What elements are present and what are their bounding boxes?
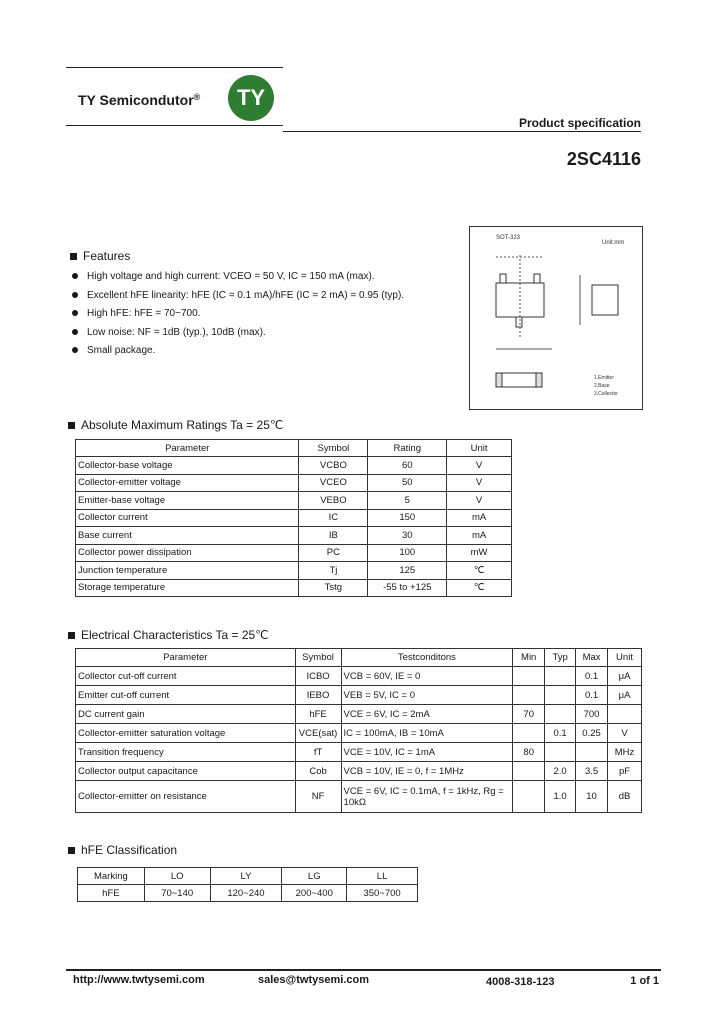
- table-row: [78, 868, 418, 885]
- cell: 120~240: [210, 885, 282, 902]
- table-row: [76, 527, 512, 545]
- hfe-class-table: [77, 867, 418, 902]
- table-row: [76, 762, 642, 781]
- elec-title: Electrical Characteristics Ta = 25℃: [81, 628, 269, 642]
- cell: IC = 100mA, IB = 10mA: [341, 724, 513, 743]
- cell: 1.0: [545, 781, 576, 813]
- cell: ℃: [447, 579, 512, 597]
- cell: Transition frequency: [76, 743, 296, 762]
- cell: Collector-base voltage: [76, 457, 299, 475]
- col-header: Symbol: [299, 440, 368, 457]
- table-row: [76, 686, 642, 705]
- cell: IEBO: [295, 686, 341, 705]
- package-outline-drawing: [470, 227, 642, 409]
- lead-2: [534, 274, 540, 283]
- table-row: [76, 457, 512, 475]
- cell: [545, 667, 576, 686]
- header-top-rule: [66, 67, 283, 68]
- feature-item: [72, 324, 404, 343]
- feature-text: High hFE: hFE = 70~700.: [87, 308, 201, 319]
- cell: 700: [576, 705, 608, 724]
- cell: 0.1: [545, 724, 576, 743]
- col-header: Rating: [368, 440, 447, 457]
- cell: VCB = 60V, IE = 0: [341, 667, 513, 686]
- col-header: Symbol: [295, 649, 341, 667]
- col-header: Unit: [447, 440, 512, 457]
- cell: PC: [299, 544, 368, 562]
- header-rule: [66, 125, 283, 126]
- cell: Junction temperature: [76, 562, 299, 580]
- email-link[interactable]: sales@twtysemi.com: [258, 974, 369, 986]
- table-header-row: [76, 649, 642, 667]
- cell: 10: [576, 781, 608, 813]
- features-list: [72, 268, 404, 361]
- cell: Cob: [295, 762, 341, 781]
- abs-max-table: [75, 439, 512, 597]
- cell: V: [608, 724, 642, 743]
- cell: 70: [513, 705, 545, 724]
- package-body-front: [496, 373, 542, 387]
- doc-type: Product specification: [518, 116, 641, 130]
- table-row: [76, 579, 512, 597]
- cell: Collector output capacitance: [76, 762, 296, 781]
- cell: Emitter cut-off current: [76, 686, 296, 705]
- pin-label-3: 3.Collector: [594, 391, 618, 397]
- cell: 200~400: [282, 885, 347, 902]
- cell: 100: [368, 544, 447, 562]
- feature-item: [72, 305, 404, 324]
- table-row: [76, 544, 512, 562]
- col-header: Unit: [608, 649, 642, 667]
- table-header-row: [76, 440, 512, 457]
- features-title: Features: [83, 249, 131, 263]
- elec-table: [75, 648, 642, 813]
- cell: [545, 705, 576, 724]
- cell: LL: [347, 868, 418, 885]
- package-body-side: [592, 285, 618, 315]
- cell: mA: [447, 509, 512, 527]
- table-row: [76, 667, 642, 686]
- pin-label-2: 2.Base: [594, 383, 610, 389]
- section-bullet-icon: [68, 422, 75, 429]
- cell: Collector-emitter on resistance: [76, 781, 296, 813]
- footer-rule: [66, 969, 661, 971]
- hfe-class-heading: [68, 843, 177, 857]
- unit-label: Unit:mm: [602, 240, 625, 246]
- cell: 60: [368, 457, 447, 475]
- lead-1: [500, 274, 506, 283]
- table-row: [76, 743, 642, 762]
- cell: NF: [295, 781, 341, 813]
- cell: [576, 743, 608, 762]
- cell: LY: [210, 868, 282, 885]
- cell: 70~140: [144, 885, 210, 902]
- package-diagram: [469, 226, 643, 410]
- cell: IC: [299, 509, 368, 527]
- table-row: [76, 474, 512, 492]
- cell: Emitter-base voltage: [76, 492, 299, 510]
- cell: mW: [447, 544, 512, 562]
- feature-text: Excellent hFE linearity: hFE (IC = 0.1 mA)/hFE (IC = 2 mA) = 0.95 (typ).: [87, 289, 405, 301]
- cell: dB: [608, 781, 642, 813]
- col-header: Testconditons: [341, 649, 513, 667]
- cell: VCE = 6V, IC = 2mA: [341, 705, 513, 724]
- cell: -55 to +125: [368, 579, 447, 597]
- cell: Collector current: [76, 509, 299, 527]
- website-link[interactable]: http://www.twtysemi.com: [73, 974, 205, 986]
- cell: [513, 762, 545, 781]
- bullet-icon: [72, 310, 78, 316]
- cell: 0.25: [576, 724, 608, 743]
- abs-max-heading: [68, 418, 283, 432]
- cell: IB: [299, 527, 368, 545]
- doc-type-rule: [283, 131, 641, 132]
- cell: V: [447, 457, 512, 475]
- lead-3: [516, 317, 522, 327]
- cell: ICBO: [295, 667, 341, 686]
- hfe-class-title: hFE Classification: [81, 843, 178, 857]
- cell: VEBO: [299, 492, 368, 510]
- cell: 2.0: [545, 762, 576, 781]
- cell: VCB = 10V, IE = 0, f = 1MHz: [341, 762, 513, 781]
- cell: hFE: [295, 705, 341, 724]
- table-row: [76, 781, 642, 813]
- package-name: SOT-323: [496, 235, 521, 241]
- feature-text: Small package.: [87, 345, 156, 356]
- bullet-icon: [72, 273, 78, 279]
- cell: 350~700: [347, 885, 418, 902]
- cell: fT: [295, 743, 341, 762]
- cell: Storage temperature: [76, 579, 299, 597]
- cell: μA: [608, 667, 642, 686]
- cell: [513, 781, 545, 813]
- cell: Collector-emitter saturation voltage: [76, 724, 296, 743]
- cell: [608, 705, 642, 724]
- cell: pF: [608, 762, 642, 781]
- cell: 30: [368, 527, 447, 545]
- cell: DC current gain: [76, 705, 296, 724]
- logo-text: TY: [236, 85, 266, 110]
- abs-max-title: Absolute Maximum Ratings Ta = 25℃: [81, 418, 284, 432]
- cell: Tj: [299, 562, 368, 580]
- cell: ℃: [447, 562, 512, 580]
- cell: 5: [368, 492, 447, 510]
- section-bullet-icon: [68, 632, 75, 639]
- feature-item: [72, 268, 404, 287]
- cell: mA: [447, 527, 512, 545]
- cell: 0.1: [576, 667, 608, 686]
- cell: [513, 667, 545, 686]
- cell: LO: [144, 868, 210, 885]
- cell: 0.1: [576, 686, 608, 705]
- cell: V: [447, 474, 512, 492]
- cell: Collector power dissipation: [76, 544, 299, 562]
- bullet-icon: [72, 347, 78, 353]
- part-number: 2SC4116: [566, 149, 641, 169]
- brand-text: TY Semicondutor: [78, 92, 194, 108]
- table-row: [76, 562, 512, 580]
- cell: VCE(sat): [295, 724, 341, 743]
- cell: Collector cut-off current: [76, 667, 296, 686]
- cell: MHz: [608, 743, 642, 762]
- cell: VCEO: [299, 474, 368, 492]
- cell: [513, 686, 545, 705]
- cell: [545, 743, 576, 762]
- cell: μA: [608, 686, 642, 705]
- cell: [545, 686, 576, 705]
- page-number: 1 of 1: [630, 975, 659, 987]
- feature-text: High voltage and high current: VCEO = 50 V, IC = 150 mA (max).: [87, 271, 375, 282]
- cell: VCE = 10V, IC = 1mA: [341, 743, 513, 762]
- cell: LG: [282, 868, 347, 885]
- table-row: [76, 492, 512, 510]
- table-row: [76, 724, 642, 743]
- col-header: Min: [513, 649, 545, 667]
- col-header: Parameter: [76, 649, 296, 667]
- cell: Collector-emitter voltage: [76, 474, 299, 492]
- cell: VCBO: [299, 457, 368, 475]
- cell: 150: [368, 509, 447, 527]
- ty-logo: [228, 75, 274, 121]
- pin-label-1: 1.Emitter: [594, 375, 615, 381]
- cell: 125: [368, 562, 447, 580]
- cell: 3.5: [576, 762, 608, 781]
- cell: 50: [368, 474, 447, 492]
- phone-number: 4008-318-123: [486, 976, 555, 988]
- elec-heading: [68, 628, 269, 642]
- cell: VCE = 6V, IC = 0.1mA, f = 1kHz, Rg = 10kΩ: [341, 781, 513, 813]
- bullet-icon: [72, 329, 78, 335]
- feature-text: Low noise: NF = 1dB (typ.), 10dB (max).: [87, 326, 266, 338]
- col-header: Parameter: [76, 440, 299, 457]
- feature-item: [72, 287, 404, 306]
- cell: Tstg: [299, 579, 368, 597]
- features-heading: [70, 249, 130, 263]
- col-header: Typ: [545, 649, 576, 667]
- brand-name: [78, 92, 200, 108]
- col-header: Max: [576, 649, 608, 667]
- cell: Marking: [78, 868, 145, 885]
- table-row: [78, 885, 418, 902]
- table-row: [76, 509, 512, 527]
- bullet-icon: [72, 292, 78, 298]
- cell: VEB = 5V, IC = 0: [341, 686, 513, 705]
- section-bullet-icon: [68, 847, 75, 854]
- front-lead-left: [496, 373, 502, 387]
- cell: Base current: [76, 527, 299, 545]
- front-lead-right: [536, 373, 542, 387]
- table-row: [76, 705, 642, 724]
- cell: [513, 724, 545, 743]
- section-bullet-icon: [70, 253, 77, 260]
- cell: V: [447, 492, 512, 510]
- cell: hFE: [78, 885, 145, 902]
- registered-mark: ®: [193, 92, 201, 102]
- feature-item: [72, 342, 404, 361]
- cell: 80: [513, 743, 545, 762]
